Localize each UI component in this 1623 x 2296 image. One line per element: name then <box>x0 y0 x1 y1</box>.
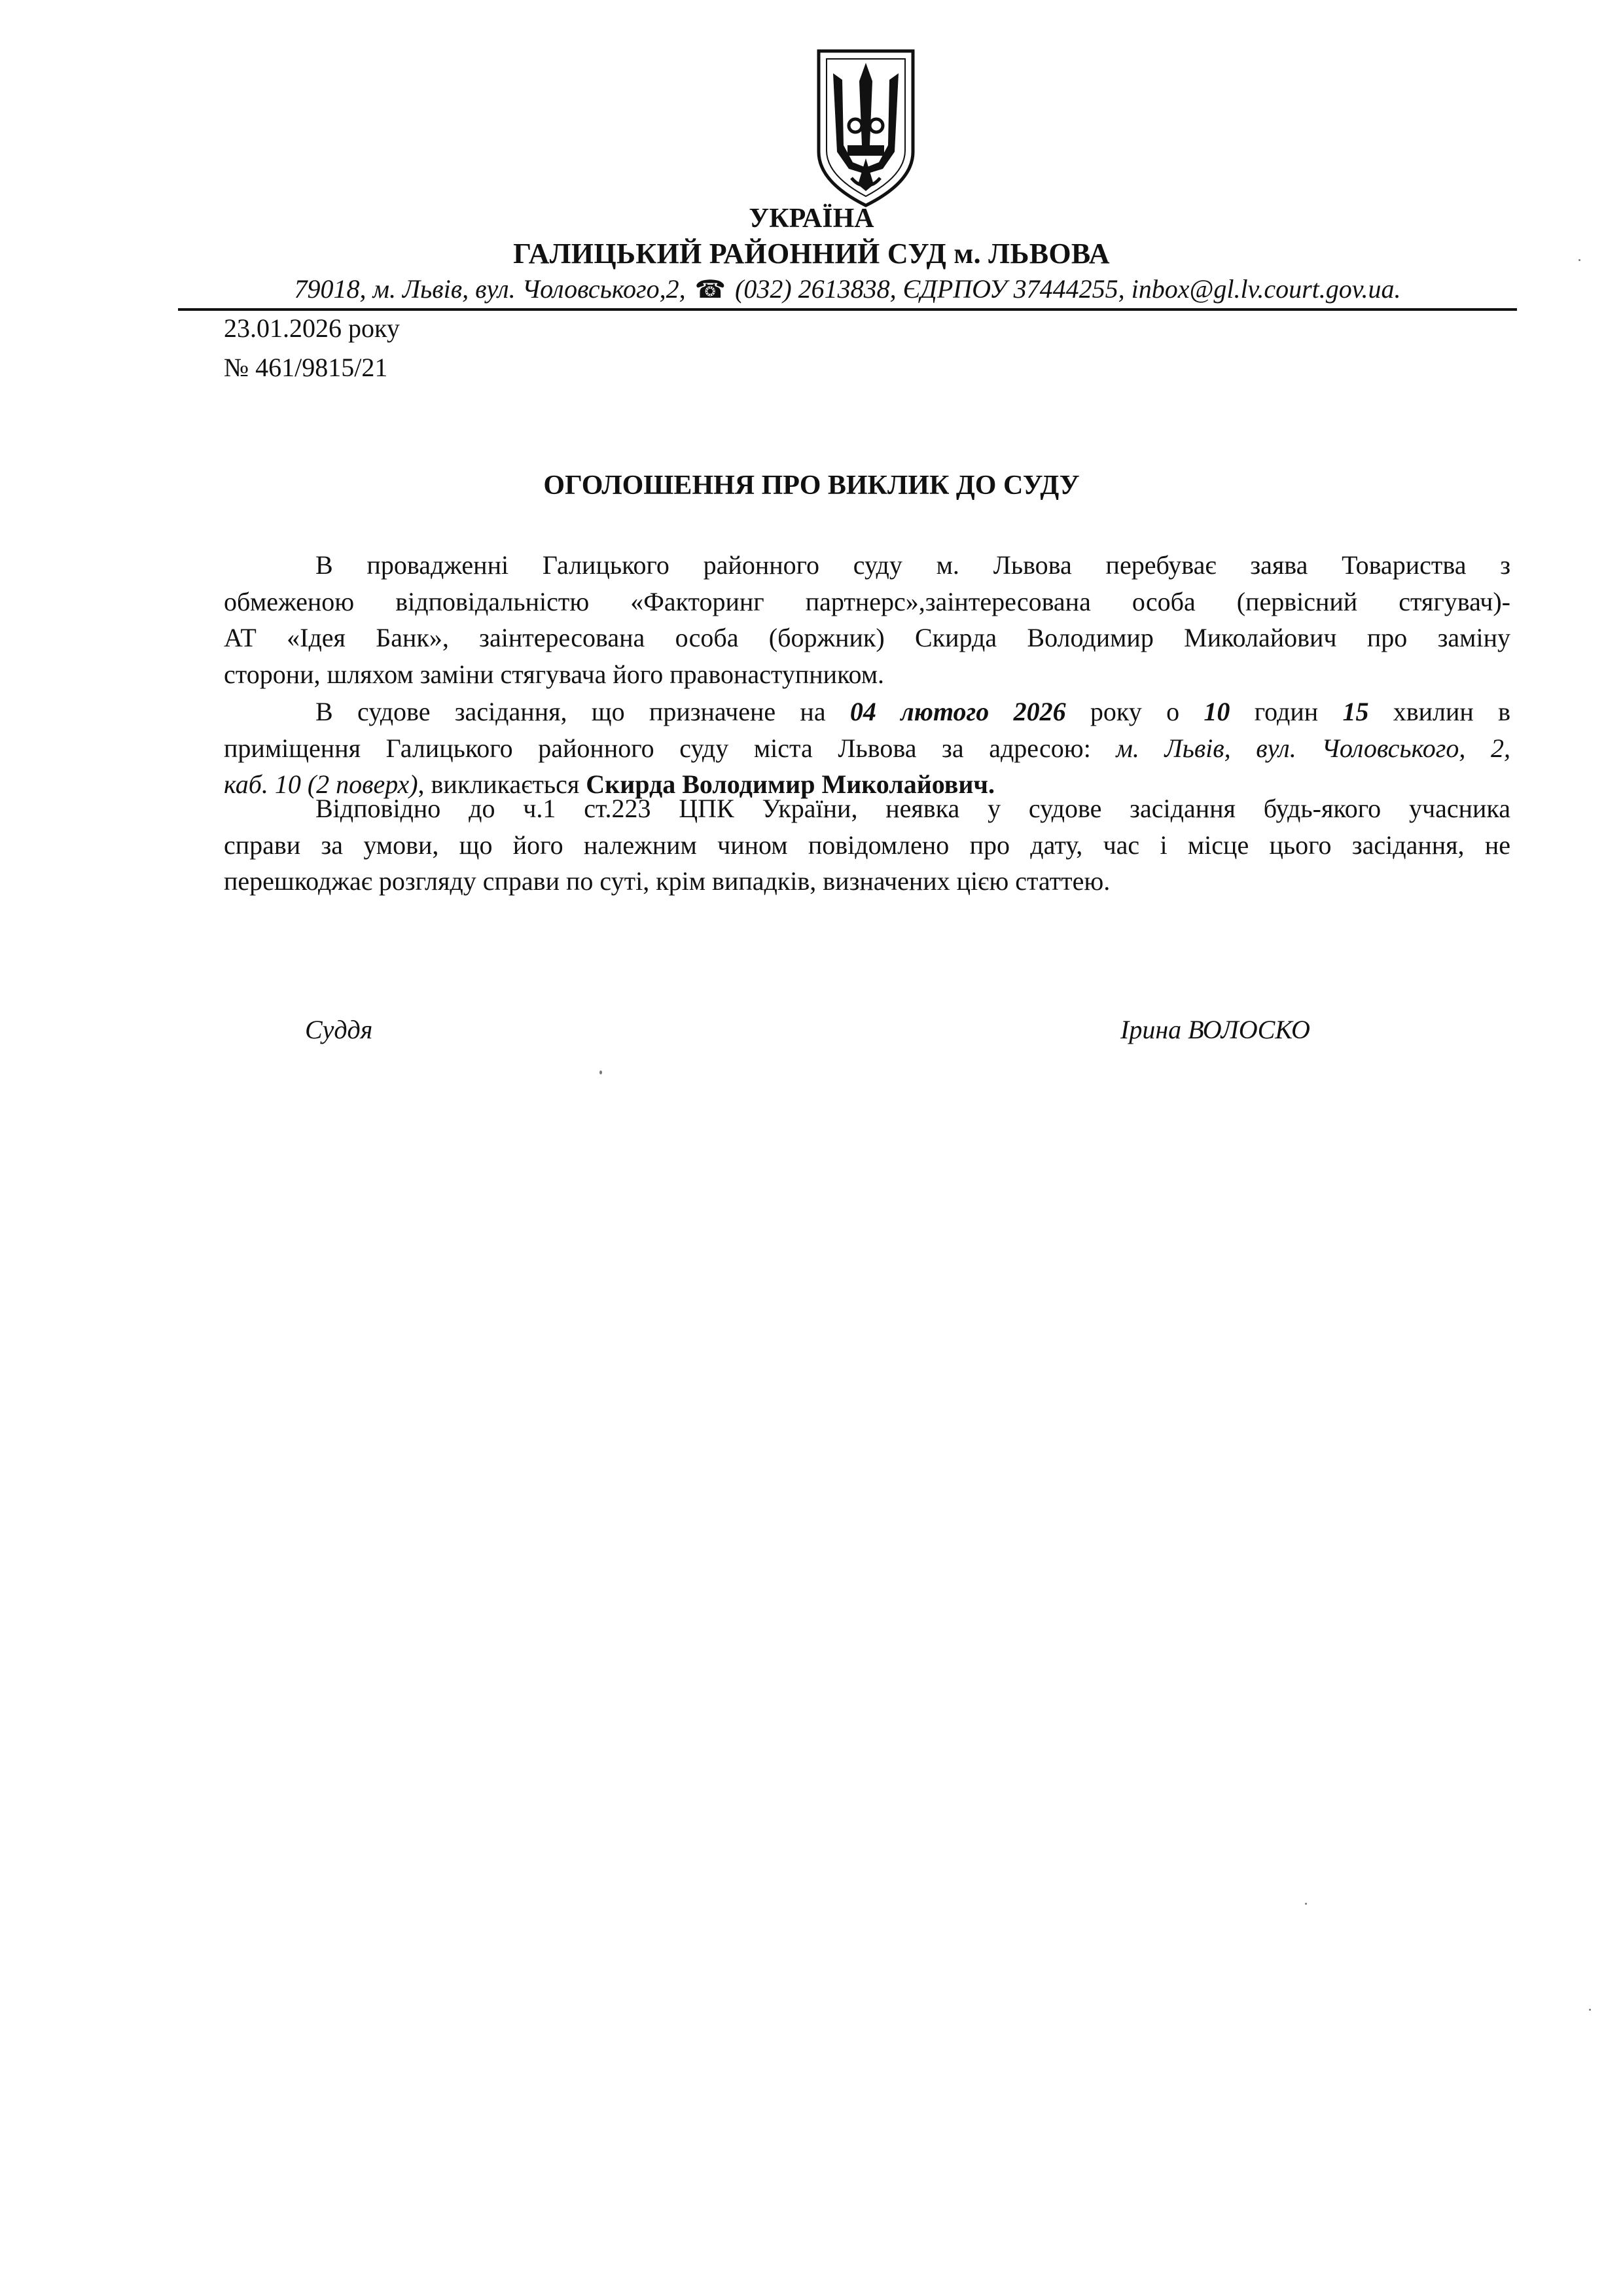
summoned-person: Скирда Володимир Миколайович. <box>586 769 995 799</box>
scan-speck <box>1578 259 1580 261</box>
trident-coat-of-arms-icon <box>813 47 918 208</box>
paragraph-proceedings <box>224 547 1510 692</box>
text-fragment: годин <box>1230 697 1343 726</box>
scan-speck <box>1589 2009 1591 2011</box>
text-line: АТ «Ідея Банк», заінтересована особа (боржник) Скирда Володимир Миколайович про заміну <box>224 623 1510 652</box>
hearing-intro: В судове засідання, що призначене на <box>315 697 850 726</box>
text-line: перешкоджає розгляду справи по суті, крім випадків, визначених цією статтею. <box>224 866 1111 896</box>
hearing-room: каб. 10 (2 поверх) <box>224 769 418 799</box>
hearing-hour: 10 <box>1204 697 1230 726</box>
text-line: В провадженні Галицького районного суду м. Львова перебуває заява Товариства з <box>315 550 1510 580</box>
court-address-line <box>216 274 1479 304</box>
document-date: 23.01.2026 року <box>224 313 400 343</box>
notice-title: ОГОЛОШЕННЯ ПРО ВИКЛИК ДО СУДУ <box>543 470 1080 501</box>
text-line <box>224 730 1510 767</box>
case-number: № 461/9815/21 <box>224 353 388 382</box>
judge-name: Ірина ВОЛОСКО <box>1120 1015 1310 1044</box>
telephone-icon: ☎ <box>694 276 726 304</box>
text-line: Відповідно до ч.1 ст.223 ЦПК України, неявка у судове засідання будь-якого учасника <box>315 794 1510 823</box>
scan-speck <box>599 1070 602 1074</box>
hearing-minute: 15 <box>1342 697 1369 726</box>
text-fragment: хвилин в <box>1368 697 1511 726</box>
text-line: справи за умови, що його належним чином повідомлено про дату, час і місце цього засідання, не <box>224 830 1510 860</box>
hearing-date: 04 лютого 2026 <box>849 697 1066 726</box>
hearing-address: м. Львів, вул. Чоловського, 2, <box>1116 733 1510 763</box>
court-name: ГАЛИЦЬКИЙ РАЙОННИЙ СУД м. ЛЬВОВА <box>513 238 1110 270</box>
text-fragment: року о <box>1065 697 1204 726</box>
text-fragment: приміщення Галицького районного суду міста Львова за адресою: <box>224 733 1116 763</box>
header-divider <box>178 308 1517 311</box>
paragraph-legal-basis <box>224 790 1510 900</box>
text-line: сторони, шляхом заміни стягувача його правонаступником. <box>224 659 885 689</box>
judge-label: Суддя <box>305 1015 373 1044</box>
contacts-text: (032) 2613838, ЄДРПОУ 37444255, inbox@gl.lv.court.gov.ua. <box>728 274 1401 304</box>
text-line <box>224 694 1510 730</box>
text-line: обмеженою відповідальністю «Факторинг партнерс»,заінтересована особа (первісний стягувач)- <box>224 586 1510 616</box>
paragraph-hearing <box>224 694 1510 803</box>
scan-speck <box>1305 1903 1307 1905</box>
text-fragment: , викликається <box>418 769 586 799</box>
address-text: 79018, м. Львів, вул. Чоловського,2, <box>294 274 692 304</box>
country-name: УКРАЇНА <box>749 203 874 234</box>
